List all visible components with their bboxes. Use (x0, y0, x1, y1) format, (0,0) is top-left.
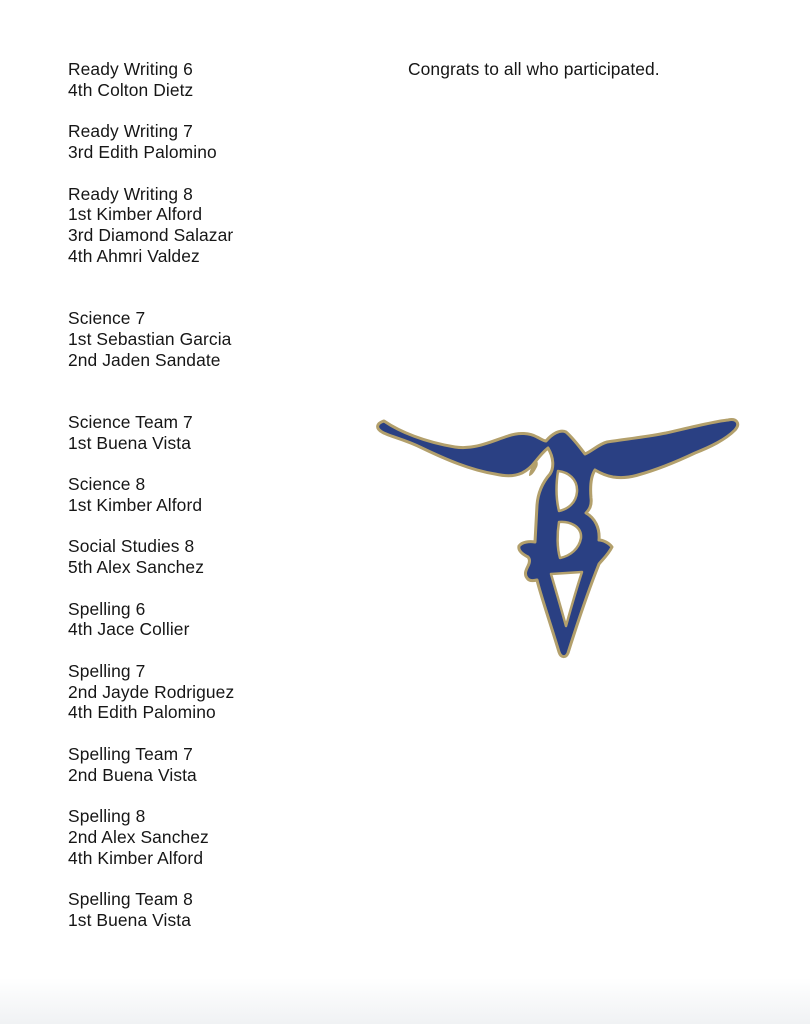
result-block (68, 744, 234, 786)
longhorn-logo-svg (370, 410, 748, 672)
event-title: Spelling Team 7 (68, 743, 193, 764)
event-title: Social Studies 8 (68, 536, 195, 557)
event-title: Ready Writing 8 (68, 183, 193, 204)
congrats-text: Congrats to all who participated. (408, 59, 660, 79)
placement-line: 5th Alex Sanchez (68, 557, 204, 577)
placement-line: 2nd Jaden Sandate (68, 349, 221, 370)
result-block (68, 599, 234, 641)
placement-line: 4th Kimber Alford (68, 847, 204, 868)
event-title: Ready Writing 7 (68, 121, 193, 142)
placement-line: 1st Buena Vista (68, 909, 191, 930)
event-title: Science Team 7 (68, 411, 193, 432)
placement-line: 3rd Diamond Salazar (68, 225, 234, 245)
result-block (68, 412, 234, 454)
result-block (68, 806, 234, 868)
placement-line: 2nd Buena Vista (68, 764, 197, 785)
longhorn-logo (370, 410, 748, 672)
placement-line: 1st Kimber Alford (68, 494, 203, 515)
placement-line: 4th Jace Collier (68, 619, 190, 640)
result-block (68, 474, 234, 516)
event-title: Science 7 (68, 308, 146, 328)
placement-line: 2nd Alex Sanchez (68, 826, 209, 847)
result-block (68, 184, 234, 267)
event-title: Spelling 8 (68, 806, 146, 826)
result-block (68, 889, 234, 931)
placement-line: 2nd Jayde Rodriguez (68, 681, 235, 702)
event-title: Spelling 6 (68, 598, 146, 619)
event-title: Spelling Team 8 (68, 889, 193, 909)
event-title: Ready Writing 6 (68, 59, 193, 79)
placement-line: 1st Kimber Alford (68, 204, 203, 225)
result-block (68, 59, 234, 101)
event-title: Spelling 7 (68, 660, 146, 681)
result-block (68, 661, 234, 723)
placement-line: 3rd Edith Palomino (68, 142, 217, 162)
results-column (68, 59, 234, 931)
placement-line: 1st Sebastian Garcia (68, 328, 232, 349)
result-block (68, 308, 234, 370)
event-title: Science 8 (68, 474, 146, 494)
placement-line: 4th Ahmri Valdez (68, 245, 200, 266)
result-block (68, 121, 234, 163)
placement-line: 4th Colton Dietz (68, 79, 194, 100)
result-block (68, 536, 234, 578)
placement-line: 1st Buena Vista (68, 432, 191, 453)
placement-line: 4th Edith Palomino (68, 702, 216, 723)
page-bottom-shadow (0, 978, 810, 1024)
